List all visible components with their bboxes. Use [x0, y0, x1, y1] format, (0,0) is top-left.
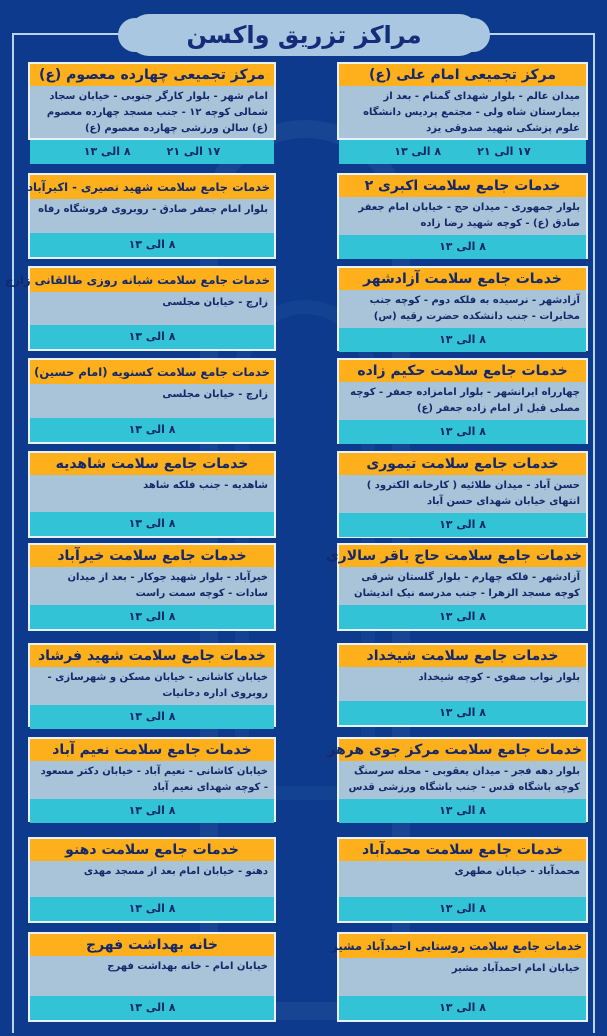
center-card: [337, 358, 588, 444]
hours-morning: ۸ الی ۱۳: [128, 330, 176, 343]
hours-morning: ۸ الی ۱۳: [128, 710, 176, 723]
hours-evening: ۱۷ الی ۲۱: [477, 145, 531, 158]
center-hours: [339, 513, 586, 537]
center-hours: [30, 140, 274, 164]
center-name: خدمات جامع سلامت روستایی احمدآباد مشیر: [339, 934, 586, 958]
center-address: خیابان کاشانی - نعیم آباد - خیابان دکتر مسعود - کوچه شهدای نعیم آباد: [40, 766, 268, 793]
hours-morning: ۸ الی ۱۳: [439, 518, 486, 531]
center-card: [28, 451, 276, 538]
center-address: بلوار امام جعفر صادق - روبروی فروشگاه رفاه: [38, 204, 268, 215]
center-name: خدمات جامع سلامت شاهدیه: [30, 453, 274, 475]
center-hours: [339, 605, 586, 629]
hours-morning: ۸ الی ۱۳: [128, 517, 176, 530]
center-hours: [30, 512, 274, 536]
center-hours: [339, 799, 586, 823]
center-name: خدمات جامع سلامت تیموری: [339, 453, 586, 475]
center-name: خدمات جامع سلامت شهید فرشاد: [30, 645, 274, 667]
center-address: شاهدیه - جنب فلکه شاهد: [143, 480, 268, 491]
center-card: [28, 173, 276, 259]
center-name: خدمات جامع سلامت شیخداد: [339, 645, 586, 667]
center-hours: [30, 897, 274, 921]
center-card: [337, 837, 588, 923]
hours-morning: ۸ الی ۱۳: [439, 706, 486, 719]
center-card: [327, 737, 588, 822]
center-card: [331, 932, 588, 1022]
hours-morning: ۸ الی ۱۳: [128, 610, 176, 623]
center-name: خدمات جامع سلامت نعیم آباد: [30, 739, 274, 761]
hours-morning: ۸ الی ۱۳: [439, 333, 486, 346]
center-name: مرکز تجمیعی چهارده معصوم (ع): [30, 64, 274, 86]
hours-morning: ۸ الی ۱۳: [439, 425, 486, 438]
center-address: خیابان امام - خانه بهداشت فهرج: [107, 961, 268, 972]
center-name: خدمات جامع سلامت محمدآباد: [339, 839, 586, 861]
center-hours: [30, 799, 274, 823]
center-address: میدان عالم - بلوار شهدای گمنام - بعد از بیمارستان شاه ولی - مجتمع پردیس دانشگاه علوم پزشکی شهید صدوقی یزد: [363, 91, 580, 134]
center-name: خدمات جامع سلامت شبانه روزی طالقانی زارچ: [30, 268, 274, 292]
center-name: خدمات جامع سلامت خیرآباد: [30, 545, 274, 567]
center-card: [28, 737, 276, 822]
center-address: دهنو - خیابان امام بعد از مسجد مهدی: [83, 866, 268, 877]
hours-evening: ۱۷ الی ۲۱: [166, 145, 221, 158]
center-hours: [30, 705, 274, 729]
center-card: [337, 643, 588, 727]
center-name: خدمات جامع سلامت دهنو: [30, 839, 274, 861]
center-name: خدمات جامع سلامت مرکز جوی هرهر: [339, 739, 586, 761]
center-address: امام شهر - بلوار کارگر جنوبی - خیابان سجاد شمالی کوچه ۱۲ - جنب مسجد چهارده معصوم (ع) سالن ورزشی چهارده معصوم (ع): [46, 91, 268, 134]
title-banner: [128, 14, 480, 56]
center-name: خدمات جامع سلامت آزادشهر: [339, 268, 586, 290]
center-card: [337, 451, 588, 538]
center-hours: [30, 605, 274, 629]
hours-morning: ۸ الی ۱۳: [128, 902, 176, 915]
page-title: مراکز تزریق واکسن: [186, 21, 422, 49]
center-name: خدمات جامع سلامت اکبری ۲: [339, 175, 586, 197]
center-card: [28, 643, 276, 727]
hours-morning: ۸ الی ۱۳: [439, 804, 486, 817]
center-name: خدمات جامع سلامت شهید نصیری - اکبرآباد: [30, 175, 274, 199]
center-address: خیرآباد - بلوار شهید جوکار - بعد از میدان سادات - کوچه سمت راست: [67, 572, 268, 599]
center-address: چهارراه ایرانشهر - بلوار امامزاده جعفر - کوچه مصلی قبل از امام زاده جعفر (ع): [350, 387, 580, 414]
center-hours: [339, 328, 586, 352]
center-name: خدمات جامع سلامت حاج باقر سالاری: [339, 545, 586, 567]
center-address: بلوار نواب صفوی - کوچه شیخداد: [418, 672, 580, 683]
center-hours: [339, 420, 586, 444]
center-card: [28, 932, 276, 1022]
center-card: [337, 62, 588, 158]
hours-morning: ۸ الی ۱۳: [83, 145, 131, 158]
center-name: خانه بهداشت فهرج: [30, 934, 274, 956]
center-card: [28, 837, 276, 923]
center-hours: [30, 996, 274, 1020]
center-address: بلوار جمهوری - میدان حج - خیابان امام جعفر صادق (ع) - کوچه شهید رضا زاده: [358, 202, 580, 229]
center-address: خیابان کاشانی - خیابان مسکن و شهرسازی - روبروی اداره دخانیات: [47, 672, 268, 699]
center-hours: [339, 140, 586, 164]
center-name: خدمات جامع سلامت کسنویه (امام حسین): [30, 360, 274, 384]
center-address: حسن آباد - میدان طلائیه ( کارخانه الکترود ) انتهای خیابان شهدای حسن آباد: [366, 480, 580, 507]
hours-morning: ۸ الی ۱۳: [439, 902, 486, 915]
center-card: [28, 358, 276, 444]
hours-morning: ۸ الی ۱۳: [439, 610, 486, 623]
center-address: زارچ - خیابان مجلسی: [162, 389, 268, 400]
hours-morning: ۸ الی ۱۳: [394, 145, 442, 158]
center-address: بلوار دهه فجر - میدان یعقوبی - محله سرسنگ کوچه باشگاه قدس - جنب باشگاه ورزشی قدس: [348, 766, 580, 793]
center-card: [337, 266, 588, 351]
hours-morning: ۸ الی ۱۳: [128, 238, 176, 251]
hours-morning: ۸ الی ۱۳: [128, 1001, 176, 1014]
hours-morning: ۸ الی ۱۳: [439, 240, 486, 253]
center-card: [5, 266, 276, 351]
center-name: خدمات جامع سلامت حکیم زاده: [339, 360, 586, 382]
center-address: محمدآباد - خیابان مطهری: [454, 866, 580, 877]
hours-morning: ۸ الی ۱۳: [128, 804, 176, 817]
center-card: [337, 173, 588, 259]
center-hours: [339, 897, 586, 921]
center-address: زارچ - خیابان مجلسی: [162, 297, 268, 308]
hours-morning: ۸ الی ۱۳: [439, 1001, 486, 1014]
center-address: خیابان امام احمدآباد مشیر: [451, 963, 580, 974]
center-card: [28, 62, 276, 158]
center-card: [325, 543, 588, 631]
hours-morning: ۸ الی ۱۳: [128, 423, 176, 436]
center-hours: [30, 325, 274, 349]
center-card: [28, 543, 276, 631]
center-hours: [339, 701, 586, 725]
center-hours: [30, 418, 274, 442]
center-hours: [339, 996, 586, 1020]
center-hours: [30, 233, 274, 257]
center-hours: [339, 235, 586, 259]
center-name: مرکز تجمیعی امام علی (ع): [339, 64, 586, 86]
center-address: آزادشهر - نرسیده به فلکه دوم - کوچه جنب مخابرات - جنب دانشکده حضرت رقیه (س): [369, 295, 580, 322]
center-address: آزادشهر - فلکه چهارم - بلوار گلستان شرقی کوچه مسجد الزهرا - جنب مدرسه نیک اندیشان: [354, 572, 580, 599]
